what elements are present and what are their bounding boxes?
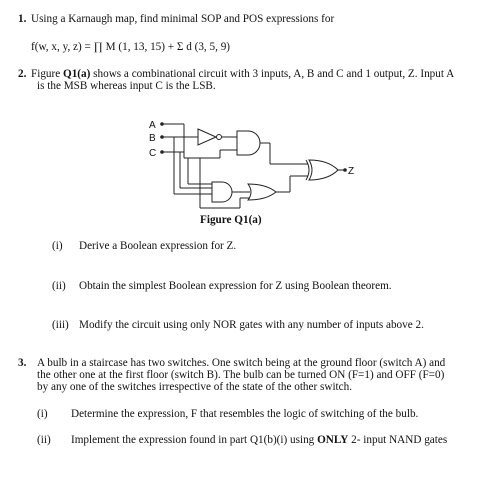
and-gate-bottom (212, 182, 232, 202)
label-c: C (149, 148, 157, 159)
q3-line3: by any one of the switches irrespective of the state of the other switch. (37, 381, 353, 393)
not-gate (198, 129, 216, 145)
xor-gate (309, 160, 338, 180)
q3-line1: A bulb in a staircase has two switches. One switch being at the ground floor (switch A) and (37, 357, 446, 369)
and-gate-top (237, 131, 260, 155)
q2-part-i-text: Derive a Boolean expression for Z. (79, 240, 237, 252)
label-z: Z (348, 166, 355, 177)
q3-part-ii-text: Implement the expression found in part Q1(b)(i) using ONLY 2- input NAND gates (71, 434, 448, 446)
q1-number: 1. (18, 13, 27, 25)
or-gate-bottom (248, 184, 276, 200)
q2-number: 2. (18, 68, 27, 80)
q3-part-i-num: (i) (37, 408, 48, 420)
q2-part-i-num: (i) (52, 240, 63, 252)
q2-part-iii-num: (iii) (52, 319, 69, 331)
q3-number: 3. (18, 357, 27, 369)
xor-input-curve (306, 160, 309, 180)
q3-part-ii-num: (ii) (37, 434, 51, 446)
label-b: B (149, 133, 156, 144)
q2-line2: is the MSB whereas input C is the LSB. (37, 80, 216, 92)
q3-part-i-text: Determine the expression, F that resembles the logic of switching of the bulb. (71, 408, 419, 420)
q2-part-ii-num: (ii) (52, 280, 66, 292)
circuit-figure (140, 114, 360, 224)
q3-line2: the other one at the first floor (switch B). The bulb can be turned ON (F=1) and OFF (F=0) (37, 369, 445, 381)
label-a: A (149, 120, 156, 131)
q2-part-iii-text: Modify the circuit using only NOR gates with any number of inputs above 2. (79, 319, 424, 331)
circuit-diagram (140, 114, 360, 224)
q2-part-ii-text: Obtain the simplest Boolean expression for Z using Boolean theorem. (79, 280, 392, 292)
q2-line1: Figure Q1(a) shows a combinational circuit with 3 inputs, A, B and C and 1 output, Z. Input A (31, 68, 455, 80)
figure-caption: Figure Q1(a) (200, 214, 262, 226)
q1-formula: f(w, x, y, z) = ∏ M (1, 13, 15) + Σ d (3, 5, 9) (31, 41, 231, 53)
q1-text: Using a Karnaugh map, find minimal SOP and POS expressions for (31, 13, 335, 25)
